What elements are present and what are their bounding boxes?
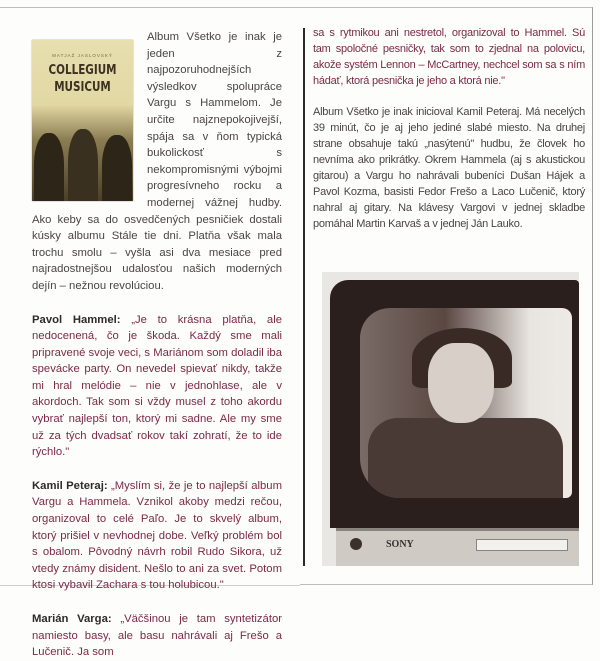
right-page-column [313,25,585,232]
page-top-rule [0,7,300,8]
cover-figure [102,135,132,201]
quote-speaker: Pavol Hammel: [32,313,121,326]
tv-body [330,280,579,528]
quote-pavol-hammel [32,312,282,461]
tv-screen [360,308,572,498]
book-cover-image [32,40,133,201]
tv-knob-icon [350,538,362,550]
quote-text: „Je to krásna platňa, ale nedocenená, čo je škoda. Každý sme mali pripravené svoje veci, s Mariánom som doladil iba spevácke party. On nevedel spievať nikdy, takže mi hral melódie – nie v jednohlase, ale v akordoch. Tak som si vždy musel z toho akordu vybrať najlepší ton, ktorý mi sadne. Ale my sme už za tých dvadsať rokov takí zohratí, že to ide rýchlo." [32,313,282,459]
tv-photo [322,272,579,566]
cover-figure [34,133,64,201]
quote-text: „Väčšinou je tam syntetizátor namiesto basy, ale basu nahrávali aj Frešo a Lučenič. Ja som [32,613,282,659]
cover-figure [68,129,98,201]
quote-kamil-peteraj [32,478,282,594]
quote-text: „Myslím si, že je to najlepší album Vargu a Hammela. Vznikol akoby medzi rečou, organizoval to celé Paľo. Je to skvelý album, ktorý prišiel v nevhodnej dobe. Veľký problém bol s obalom. Pôvodný návrh robil Rudo Sikora, už vtedy známy disident. Nešlo to ani za svet. Potom ktosi vybavil Zachara s tou holubicou." [32,479,282,592]
quote-speaker: Marián Varga: [32,613,112,625]
tv-brand-logo: SONY [386,539,414,550]
cover-title [42,62,123,96]
person-jacket [368,418,563,498]
cover-title-line2: MUSICUM [54,80,111,95]
quote-marian-varga [32,611,282,661]
album-paragraph: Album Všetko je inak inicioval Kamil Peteraj. Má necelých 39 minút, čo je aj jeho jediné slabé miesto. Na druhej strane obsahuje takú „nasýtenú" hudbu, že človek ho nevníma ako prikrátky. Okrem Hammela (aj s akustickou gitarou) a Vargu ho nahrávali bubeníci Dušan Hájek a Pavol Kozma, basisti Fedor Frešo a Laco Lučenič, ktorý nahral aj gitary. Na klávesy Vargovi v jednej skladbe pomáhal Martin Karvaš a v jednej Ján Lauko. [313,106,585,230]
tv-channel-slot [476,539,568,551]
left-page-column [32,29,282,661]
quote-speaker: Kamil Peteraj: [32,479,108,492]
quote-continuation: sa s rytmikou ani nestretol, organizoval to Hammel. Sú tam spoločné pesničky, tak som to zjednal na polovicu, akože systém Lennon – McCartney, nechcel som sa s ním hádať, ktorá pesnička je jeho a ktorá nie." [313,27,585,87]
cover-title-line1: COLLEGIUM [48,63,117,78]
tv-control-panel [336,528,579,566]
intro-paragraph: Album Všetko je inak je jeden z najpozoruhodnejších výsledkov spolupráce Vargu s Hammelom. Je určite najznepokojivejší, spája sa v ňom typická bukolickosť s nekompromisnými výbojmi progresívneho rocku a modernej vážnej hudby. Ako keby sa do osvedčených pesničiek dostali kúsky albumu Stále tie dni. Platňa však mala trochu smolu – vyšla asi dva mesiace pred najradostnejšou udalosťou našich moderných dejín – nežnou revolúciou. [32,31,282,292]
right-page-vertical-rule [303,28,305,566]
person-face [428,343,494,423]
cover-author: MATJAŽ JASLOVSKÝ [52,53,113,58]
